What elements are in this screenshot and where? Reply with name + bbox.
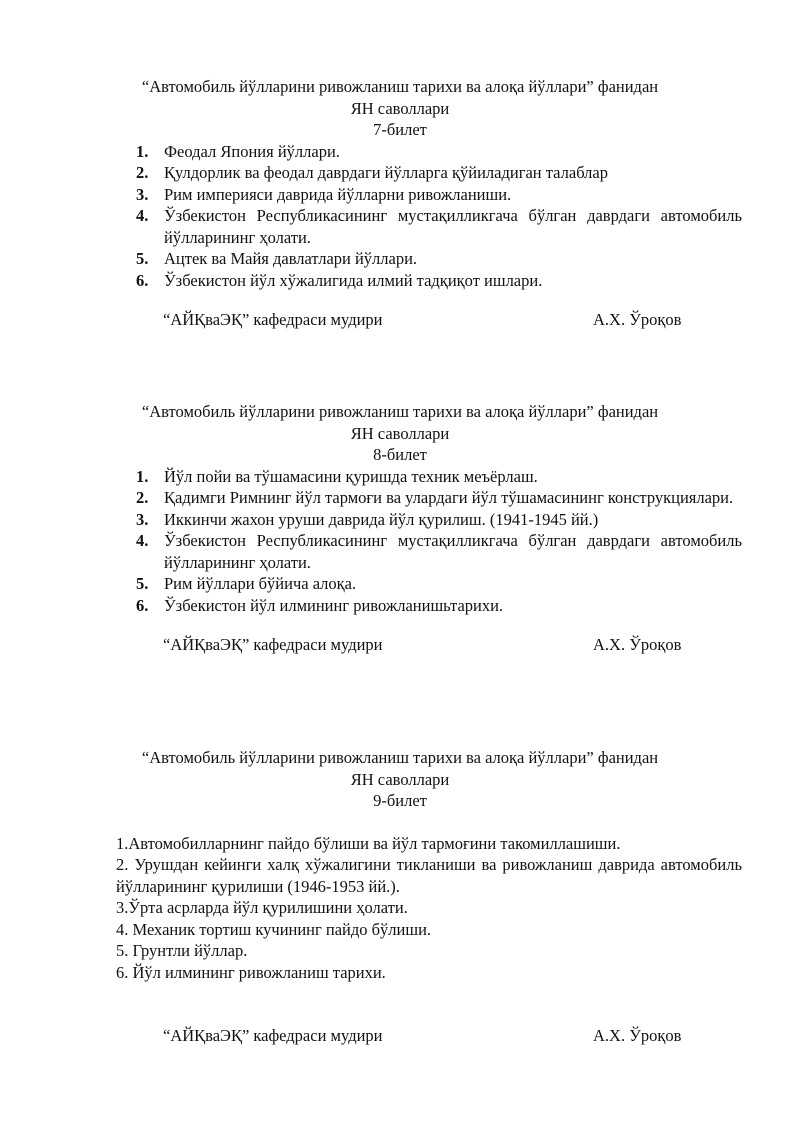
question-text: Ўзбекистон йўл илмининг ривожланишьтарихи. (164, 595, 504, 615)
question-item (0, 141, 800, 163)
question-text: Иккинчи жахон уруши даврида йўл қурилиш. (1941-1945 йй.) (164, 509, 599, 529)
signature-line (0, 310, 800, 332)
signature-department: “АЙҚваЭҚ” кафедраси мудири (163, 1026, 383, 1045)
question-number: 6. (136, 595, 149, 615)
question-item (0, 530, 800, 573)
question-text: Ўзбекистон Республикасининг мустақилликгача бўлган даврдаги автомобиль йўлларининг ҳолати. (164, 206, 742, 247)
ticket-number: 8-билет (373, 445, 427, 464)
question-number: 2. (136, 163, 149, 182)
question-text: Қулдорлик ва феодал даврдаги йўлларга қўйиладиган талаблар (164, 163, 608, 182)
question-text: Ўзбекистон Республикасининг мустақилликгача бўлган даврдаги автомобиль йўлларининг ҳолати. (164, 531, 742, 572)
question-item (0, 509, 800, 531)
ticket-8 (0, 401, 800, 657)
signature-department: “АЙҚваЭҚ” кафедраси мудири (163, 310, 383, 329)
question-number: 1. (136, 141, 149, 161)
question-text: Рим империяси даврида йўлларни ривожланиши. (164, 184, 512, 204)
question-list (0, 141, 800, 292)
question-item (0, 162, 800, 184)
question-item (0, 573, 800, 595)
signature-line (0, 635, 800, 657)
signature-name: А.Х. Ўроқов (593, 1026, 682, 1045)
exam-title: ЯН саволлари (350, 98, 450, 118)
question-text: Ацтек ва Майя давлатлари йўллари. (164, 249, 418, 268)
question-number: 2. (136, 488, 149, 507)
question-number: 4. (136, 531, 149, 550)
question-text: Ўзбекистон йўл хўжалигида илмий тадқиқот ишлари. (164, 270, 543, 290)
question-list (0, 466, 800, 617)
question-item (0, 270, 800, 292)
signature-department: “АЙҚваЭҚ” кафедраси мудири (163, 635, 383, 654)
question-text: Феодал Япония йўллари. (164, 141, 340, 161)
question-item: 4. Механик тортиш кучининг пайдо бўлиши. (116, 919, 432, 939)
question-item: 3.Ўрта асрларда йўл қурилишини ҳолати. (116, 898, 408, 917)
question-item (0, 248, 800, 270)
signature-line (0, 1026, 800, 1048)
question-number: 3. (136, 509, 149, 529)
question-item: 6. Йўл илмининг ривожланиш тарихи. (116, 962, 386, 982)
question-number: 6. (136, 270, 149, 290)
question-text: Йўл пойи ва тўшамасини қуришда техник меъёрлаш. (164, 466, 538, 486)
question-text: Рим йўллари бўйича алоқа. (164, 574, 357, 593)
question-text: Қадимги Римнинг йўл тармоғи ва улардаги йўл тўшамасининг конструкциялари. (164, 488, 734, 507)
signature-name: А.Х. Ўроқов (593, 635, 682, 654)
ticket-number: 7-билет (373, 120, 427, 139)
question-item: 2. Урушдан кейинги халқ хўжалигини тикланиши ва ривожланиш даврида автомобиль йўлларининг қурилиши (1946-1953 йй.). (116, 855, 742, 896)
question-item (0, 487, 800, 509)
exam-title: ЯН саволлари (350, 423, 450, 443)
question-number: 3. (136, 184, 149, 204)
question-list (0, 833, 800, 984)
exam-title: ЯН саволлари (350, 769, 450, 789)
question-item (0, 595, 800, 617)
question-item (0, 205, 800, 248)
question-item (0, 184, 800, 206)
subject-heading: “Автомобиль йўлларини ривожланиш тарихи ва алоқа йўллари” фанидан (141, 748, 659, 767)
subject-heading: “Автомобиль йўлларини ривожланиш тарихи ва алоқа йўллари” фанидан (141, 402, 659, 421)
ticket-7 (0, 76, 800, 332)
question-item (0, 466, 800, 488)
question-number: 4. (136, 206, 149, 225)
question-item: 5. Грунтли йўллар. (116, 941, 248, 960)
question-number: 5. (136, 249, 149, 268)
ticket-number: 9-билет (373, 791, 427, 810)
question-item: 1.Автомобилларнинг пайдо бўлиши ва йўл тармоғини такомиллашиши. (116, 833, 621, 853)
question-number: 5. (136, 574, 149, 593)
signature-name: А.Х. Ўроқов (593, 310, 682, 329)
question-number: 1. (136, 466, 149, 486)
ticket-9 (0, 747, 800, 1048)
subject-heading: “Автомобиль йўлларини ривожланиш тарихи ва алоқа йўллари” фанидан (141, 77, 659, 96)
